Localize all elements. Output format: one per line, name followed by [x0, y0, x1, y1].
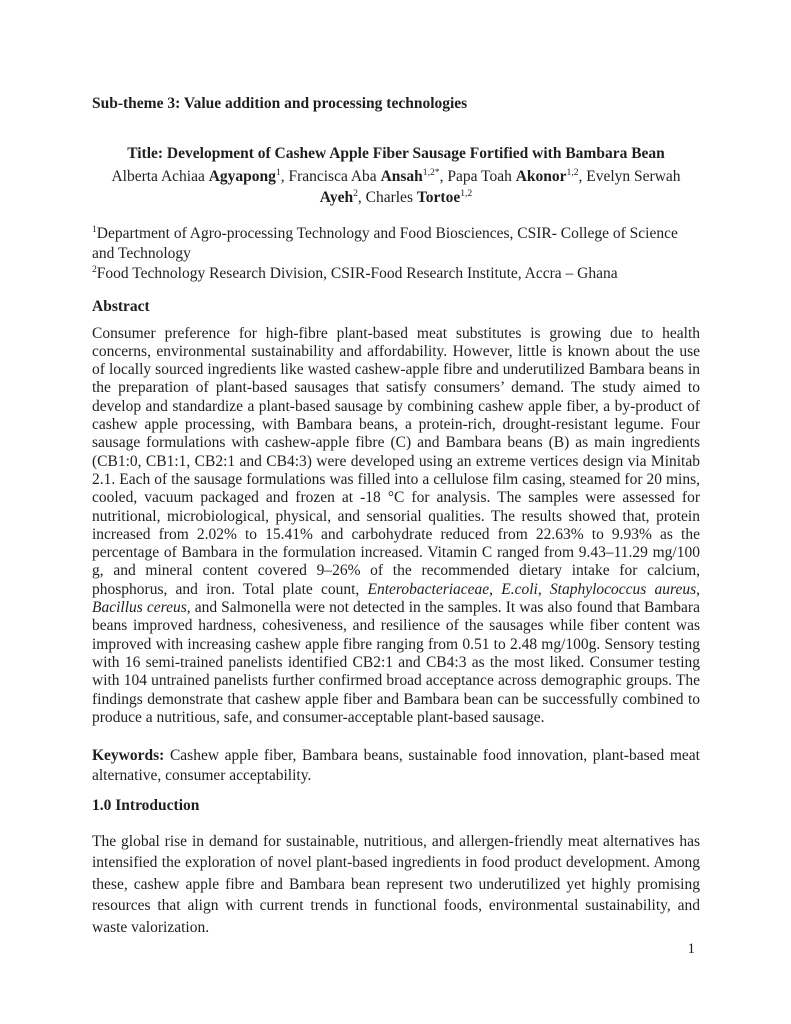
affiliation-1: $^1$Department of Agro-processing Technology and Food Biosciences, CSIR- College of Science and Technology: [92, 223, 678, 262]
author-line: Alberta Achiaa Agyapong$^1$, Francisca Aba Ansah$^{1,2*}$, Papa Toah Akonor$^{1,2}$, Evelyn Serwah Ayeh$^2$, Charles Tortoe$^{1,2}$: [111, 166, 681, 206]
abstract-heading: Abstract: [92, 297, 150, 315]
abstract-body: Consumer preference for high-fibre plant-based meat substitutes is growing due to health concerns, environmental sustainability and affordability. However, little is known about the use of locally sourced ingredients like wasted cashew-apple fibre and underutilized Bambara beans in the preparation of plant-based sausages that satisfy consumers’ demand. The study aimed to develop and standardize a plant-based sausage by combining cashew apple fiber, a by-product of cashew apple processing, with Bambara beans, a protein-rich, drought-resistant legume. Four sausage formulations with cashew-apple fibre (C) and Bambara beans (B) as main ingredients (CB1:0, CB1:1, CB2:1 and CB4:3) were developed using an extreme vertices design via Minitab 2.1. Each of the sausage formulations was filled into a cellulose film casing, steamed for 20 mins, cooled, vacuum packaged and frozen at -18 °C for analysis. The samples were assessed for nutritional, microbiological, physical, and sensorial qualities. The results showed that, protein increased from 2.02% to 15.41% and carbohydrate reduced from 22.63% to 9.93% as the percentage of Bambara in the formulation increased. Vitamin C ranged from 9.43–11.29 mg/100 g, and mineral content covered 9–26% of the recommended dietary intake for calcium, phosphorus, and iron. Total plate count, Enterobacteriaceae, E.coli, Staphylococcus aureus, Bacillus cereus, and Salmonella were not detected in the samples. It was also found that Bambara beans improved hardness, cohesiveness, and resilience of the sausages while fiber content was improved with increasing cashew apple fibre ranging from 0.51 to 2.48 mg/100g. Sensory testing with 16 semi-trained panelists identified CB2:1 and CB4:3 as the most liked. Consumer testing with 104 untrained panelists further confirmed broad acceptance across demographic groups. The findings demonstrate that cashew apple fiber and Bambara bean can be successfully combined to produce a nutritious, safe, and consumer-acceptable plant-based sausage.: [92, 324, 701, 726]
keywords-line: Keywords: Cashew apple fiber, Bambara beans, sustainable food innovation, plant-based meat alternative, consumer acceptability.: [92, 747, 700, 784]
introduction-body: The global rise in demand for sustainable, nutritious, and allergen-friendly meat alternatives has intensified the exploration of novel plant-based ingredients in food product development. Among these, cashew apple fibre and Bambara bean represent two underutilized yet highly promising resources that align with current trends in functional foods, environmental sustainability, and waste valorization.: [92, 832, 700, 937]
paper-title: Title: Development of Cashew Apple Fiber Sausage Fortified with Bambara Bean: [127, 144, 665, 162]
affiliation-2: $^2$Food Technology Research Division, CSIR-Food Research Institute, Accra – Ghana: [92, 263, 618, 282]
page-number: 1: [687, 941, 695, 957]
introduction-heading: 1.0 Introduction: [92, 797, 200, 815]
subtheme-heading: Sub-theme 3: Value addition and processing technologies: [92, 95, 468, 112]
